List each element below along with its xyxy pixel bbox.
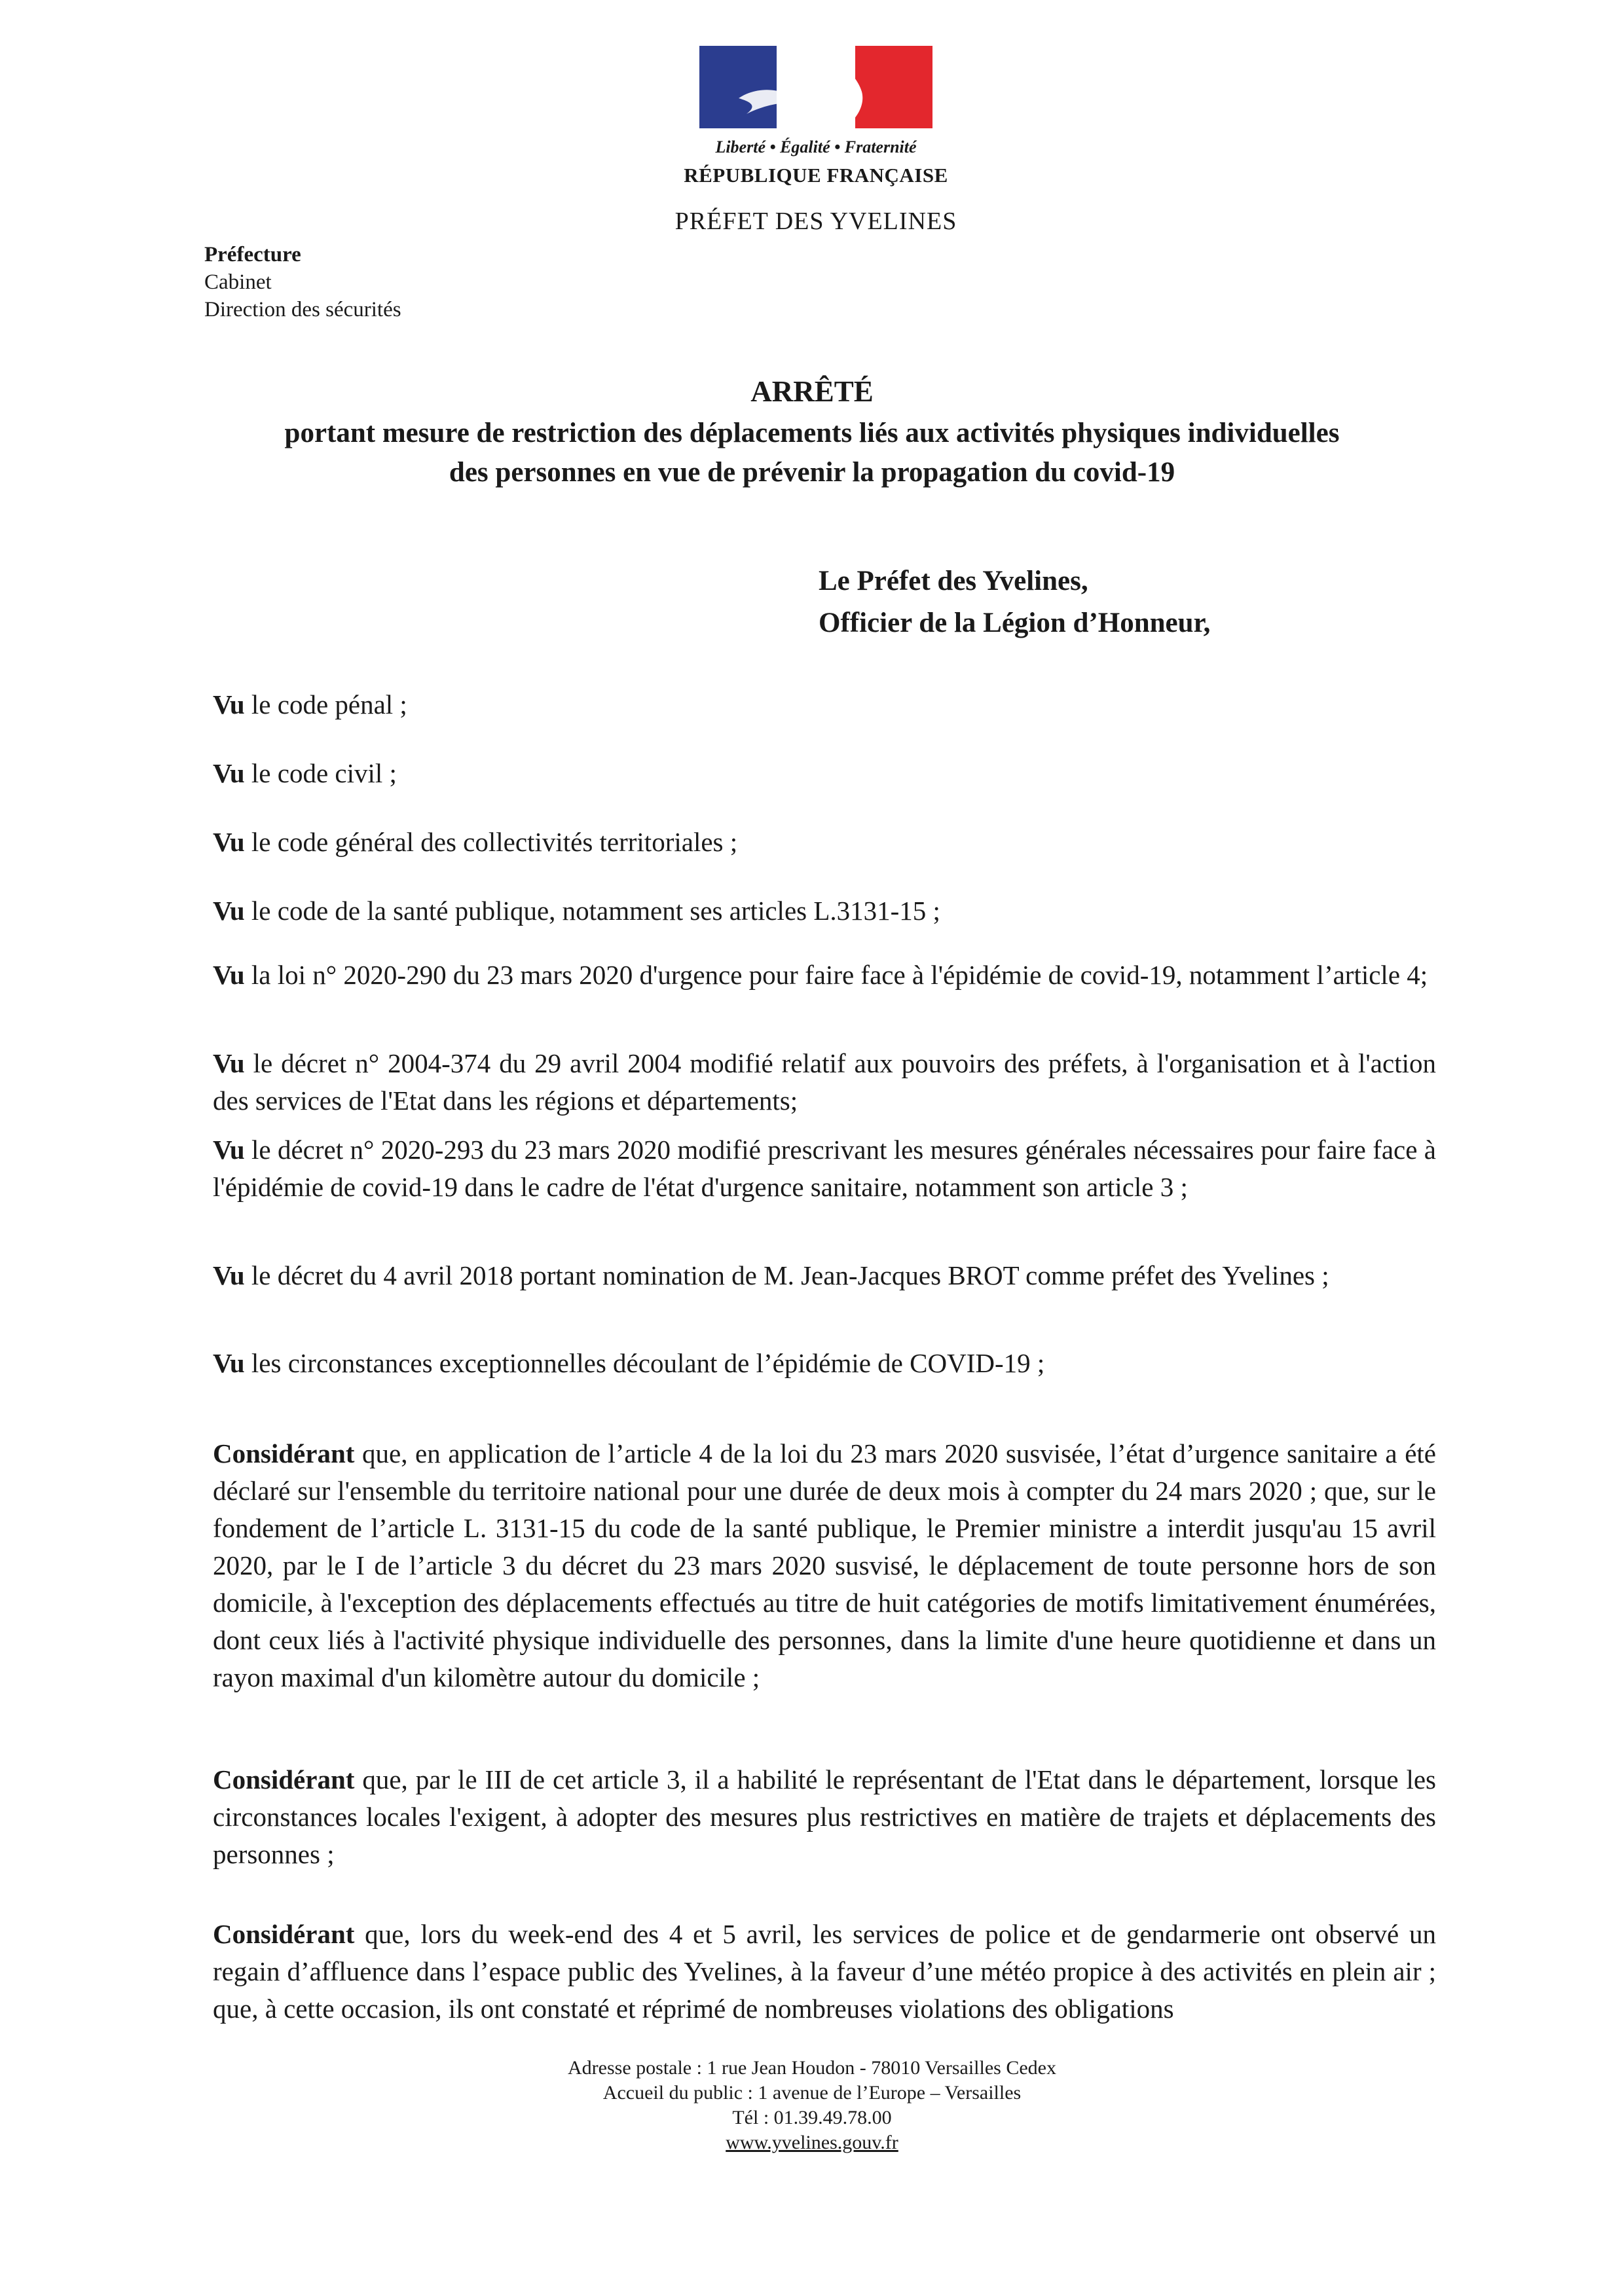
visa-text: le code civil ; xyxy=(244,758,397,788)
considerant-3 xyxy=(213,1916,1436,2028)
visa-keyword: Vu xyxy=(213,896,245,926)
visa-7 xyxy=(213,1131,1436,1206)
document-subtitle xyxy=(164,414,1460,492)
visa-text: la loi n° 2020-290 du 23 mars 2020 d'urgence pour faire face à l'épidémie de covid-19, notamment l’article 4; xyxy=(244,960,1428,990)
visa-text: le code de la santé publique, notamment ses articles L.3131-15 ; xyxy=(244,896,940,926)
visa-text: le décret du 4 avril 2018 portant nomination de M. Jean-Jacques BROT comme préfet des Yvelines ; xyxy=(244,1260,1329,1290)
visa-text: le code pénal ; xyxy=(244,689,407,720)
signatory-block xyxy=(819,560,1210,644)
visa-keyword: Vu xyxy=(213,960,245,990)
footer-reception: Accueil du public : 1 avenue de l’Europe – Versailles xyxy=(602,2082,1022,2104)
service-direction: Direction des sécurités xyxy=(204,298,401,321)
footer xyxy=(458,2056,1166,2155)
visa-text: le code général des collectivités territoriales ; xyxy=(244,827,738,857)
considerant-keyword: Considérant xyxy=(213,1764,355,1795)
flag-blue-band xyxy=(699,46,777,128)
service-block xyxy=(204,241,401,323)
considerant-keyword: Considérant xyxy=(213,1438,355,1468)
visa-3 xyxy=(213,824,1436,861)
considerant-1 xyxy=(213,1435,1436,1696)
considerant-text: que, lors du week-end des 4 et 5 avril, les services de police et de gendarmerie ont observé un regain d’affluence dans l’espace public des Yvelines, à la faveur d’une météo propice à des activités en plein air ; que, à cette occasion, ils ont constaté et réprimé de nombreuses violations des obligations xyxy=(213,1919,1436,2024)
visa-keyword: Vu xyxy=(213,758,245,788)
visa-text: les circonstances exceptionnelles découlant de l’épidémie de COVID-19 ; xyxy=(244,1348,1045,1378)
visa-keyword: Vu xyxy=(213,689,245,720)
visa-2 xyxy=(213,755,1436,792)
signatory-line-2: Officier de la Légion d’Honneur, xyxy=(819,608,1211,638)
visa-9 xyxy=(213,1345,1436,1382)
visa-keyword: Vu xyxy=(213,1135,245,1165)
considerant-text: que, par le III de cet article 3, il a habilité le représentant de l'Etat dans le département, lorsque les circonstances locales l'exigent, à adopter des mesures plus restrictives en matière de trajets et déplacements des personnes ; xyxy=(213,1764,1436,1869)
subtitle-line-2: des personnes en vue de prévenir la propagation du covid-19 xyxy=(449,457,1175,488)
visa-6 xyxy=(213,1045,1436,1120)
subtitle-line-1: portant mesure de restriction des déplacements liés aux activités physiques individuelles xyxy=(284,418,1340,448)
considerant-text: que, en application de l’article 4 de la loi du 23 mars 2020 susvisée, l’état d’urgence sanitaire a été déclaré sur l'ensemble du territoire national pour une durée de deux mois à compter du 24 mars 2020 ; que, sur le fondement de l’article L. 3131-15 du code de la santé publique, le Premier ministre a interdit jusqu'au 15 avril 2020, par le I de l’article 3 du décret du 23 mars 2020 susvisé, le déplacement de toute personne hors de son domicile, à l'exception des déplacements effectués au titre de huit catégories de motifs limitativement énumérées, dont ceux liés à l'activité physique individuelle des personnes, dans la limite d'une heure quotidienne et dans un rayon maximal d'un kilomètre autour du domicile ; xyxy=(213,1438,1436,1692)
visa-keyword: Vu xyxy=(213,1260,245,1290)
considerant-keyword: Considérant xyxy=(213,1919,355,1949)
flag-red-band xyxy=(855,46,932,128)
visa-8 xyxy=(213,1257,1436,1294)
visa-1 xyxy=(213,686,1436,723)
service-cabinet: Cabinet xyxy=(204,270,272,294)
visa-keyword: Vu xyxy=(213,1048,245,1078)
visa-5 xyxy=(213,957,1436,994)
footer-website-link[interactable]: www.yvelines.gouv.fr xyxy=(726,2132,898,2153)
visa-text: le décret n° 2004-374 du 29 avril 2004 modifié relatif aux pouvoirs des préfets, à l'organisation et à l'action des services de l'Etat dans les régions et départements; xyxy=(213,1048,1436,1116)
visa-keyword: Vu xyxy=(213,1348,245,1378)
republic-motto: Liberté • Égalité • Fraternité xyxy=(715,137,917,156)
visa-4 xyxy=(213,892,1436,930)
republic-name: RÉPUBLIQUE FRANÇAISE xyxy=(684,164,948,187)
service-name: Préfecture xyxy=(204,243,301,266)
footer-address: Adresse postale : 1 rue Jean Houdon - 78010 Versailles Cedex xyxy=(568,2057,1056,2079)
footer-phone: Tél : 01.39.49.78.00 xyxy=(732,2107,892,2128)
prefet-title: PRÉFET DES YVELINES xyxy=(674,208,957,235)
visa-keyword: Vu xyxy=(213,827,245,857)
document-title: ARRÊTÉ xyxy=(750,375,874,408)
signatory-line-1: Le Préfet des Yvelines, xyxy=(819,566,1088,596)
visa-text: le décret n° 2020-293 du 23 mars 2020 modifié prescrivant les mesures générales nécessaires pour faire face à l'épidémie de covid-19 dans le cadre de l'état d'urgence sanitaire, notamment son article 3 ; xyxy=(213,1135,1436,1202)
considerant-2 xyxy=(213,1761,1436,1873)
